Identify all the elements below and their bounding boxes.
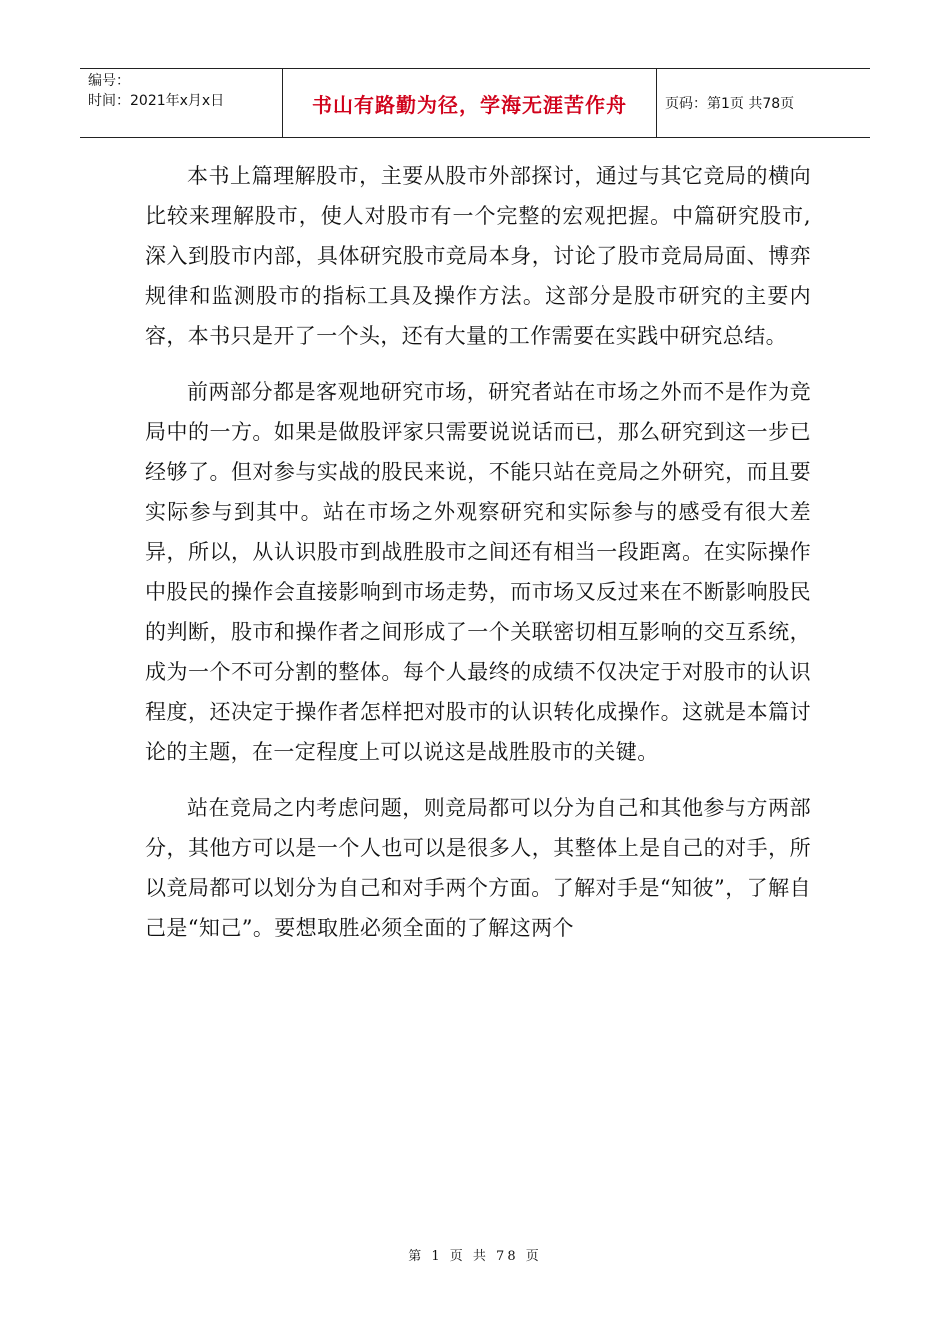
header-page-info: 页码：第1页 共78页: [665, 96, 795, 112]
document-body: [145, 156, 811, 964]
paragraph: 本书上篇理解股市，主要从股市外部探讨，通过与其它竞局的横向比较来理解股市，使人对股市有一个完整的宏观把握。中篇研究股市,深入到股市内部，具体研究股市竞局本身，讨论了股市竞局局面、博弈规律和监测股市的指标工具及操作方法。这部分是股市研究的主要内容，本书只是开了一个头，还有大量的工作需要在实践中研究总结。: [145, 164, 811, 348]
page-header: [80, 68, 870, 138]
page-footer: 第 1 页 共 78 页: [408, 1249, 542, 1264]
paragraph: 站在竞局之内考虑问题，则竞局都可以分为自己和其他参与方两部分，其他方可以是一个人也可以是很多人，其整体上是自己的对手，所以竞局都可以划分为自己和对手两个方面。了解对手是“知彼”，了解自己是“知己”。要想取胜必须全面的了解这两个: [145, 796, 811, 940]
header-motto: 书山有路勤为径，学海无涯苦作舟: [283, 69, 657, 137]
document-date-label: 时间：2021年x月x日: [88, 93, 225, 109]
document-number-label: 编号：: [88, 73, 130, 89]
header-meta: [80, 69, 283, 137]
paragraph: 前两部分都是客观地研究市场，研究者站在市场之外而不是作为竞局中的一方。如果是做股评家只需要说说话而已，那么研究到这一步已经够了。但对参与实战的股民来说，不能只站在竞局之外研究，而且要实际参与到其中。站在市场之外观察研究和实际参与的感受有很大差异，所以，从认识股市到战胜股市之间还有相当一段距离。在实际操作中股民的操作会直接影响到市场走势，而市场又反过来在不断影响股民的判断，股市和操作者之间形成了一个关联密切相互影响的交互系统，成为一个不可分割的整体。每个人最终的成绩不仅决定于对股市的认识程度，还决定于操作者怎样把对股市的认识转化成操作。这就是本篇讨论的主题，在一定程度上可以说这是战胜股市的关键。: [145, 380, 811, 764]
